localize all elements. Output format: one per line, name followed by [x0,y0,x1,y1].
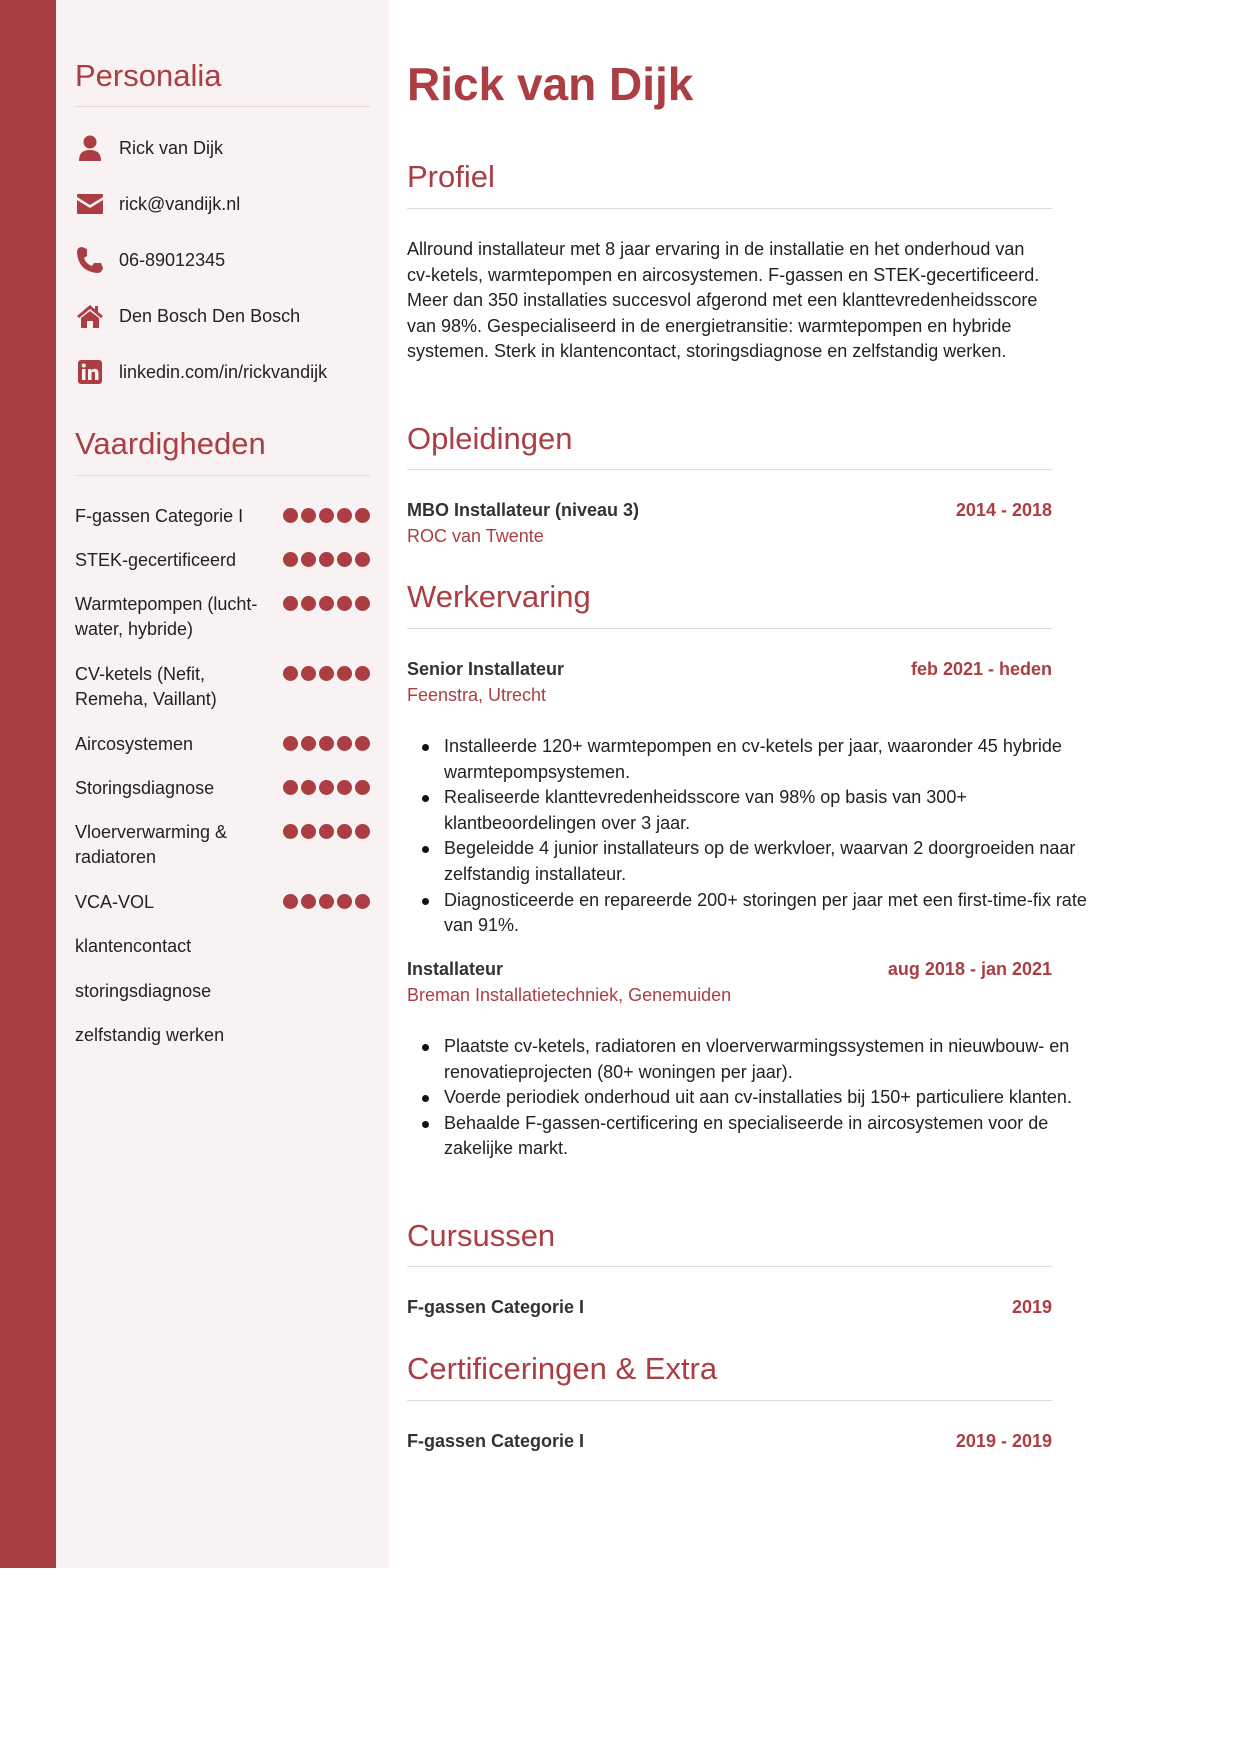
skill-rating [283,780,370,795]
course-date: 2019 [1011,1297,1052,1317]
skill-name: VCA-VOL [75,892,155,912]
skill-item [75,504,370,529]
skill-name: storingsdiagnose [75,981,212,1001]
contact-phone-text[interactable]: 06-89012345 [119,249,226,270]
skill-rating [283,552,370,567]
skill-name: F-gassen Categorie I [75,506,244,526]
experience-heading: Werkervaring [407,579,591,614]
contact-email-text[interactable]: rick@vandijk.nl [119,193,241,214]
skill-name: Vloerverwarming & radiatoren [75,822,228,867]
contact-name [75,133,223,163]
divider [407,208,1052,209]
job-title: Senior Installateur [407,659,565,679]
skill-rating [283,824,370,839]
candidate-name: Rick van Dijk [407,58,694,110]
home-icon [75,301,105,331]
job-bullets [407,1034,1089,1162]
job-date: feb 2021 - heden [910,659,1052,679]
skill-item [75,732,370,757]
job-title: Installateur [407,959,504,979]
personalia-heading: Personalia [75,58,222,93]
certifications-heading: Certificeringen & Extra [407,1351,718,1386]
list-item: Begeleidde 4 junior installateurs op de werkvloer, waarvan 2 doorgroeiden naar zelfstandig installateur. [444,836,1089,887]
contact-linkedin-text[interactable]: linkedin.com/in/rickvandijk [119,361,328,382]
skill-name: Storingsdiagnose [75,778,215,798]
divider [75,475,370,476]
list-item: Installeerde 120+ warmtepompen en cv-ketels per jaar, waaronder 45 hybride warmtepompsystemen. [444,734,1089,785]
skill-name: Aircosystemen [75,734,194,754]
list-item: Voerde periodiek onderhoud uit aan cv-installaties bij 150+ particuliere klanten. [444,1085,1089,1111]
profile-heading: Profiel [407,159,495,194]
job-bullets [407,734,1089,939]
list-item: Behaalde F-gassen-certificering en specialiseerde in aircosystemen voor de zakelijke markt. [444,1111,1089,1162]
contact-location [75,301,300,331]
skill-item [75,979,370,1004]
skill-name: STEK-gecertificeerd [75,550,237,570]
contact-linkedin[interactable] [75,357,327,387]
profile-text: Allround installateur met 8 jaar ervaring in de installatie en het onderhoud van cv-ketels, warmtepompen en aircosystemen. F-gassen en STEK-gecertificeerd. Meer dan 350 installaties succesvol afgerond met een klanttevredenheidsscore van 98%. Gespecialiseerd in de energietransitie: warmtepompen en hybride systemen. Sterk in klantencontact, storingsdiagnose en zelfstandig werken. [407,239,1040,362]
skill-rating [283,596,370,611]
skill-item [75,890,370,915]
divider [407,628,1052,629]
skill-rating [283,894,370,909]
skill-name: zelfstandig werken [75,1025,225,1045]
divider [407,469,1052,470]
skill-rating [283,508,370,523]
contact-email[interactable] [75,189,240,219]
job-company: Feenstra, Utrecht [407,685,547,705]
list-item: Realiseerde klanttevredenheidsscore van 98% op basis van 300+ klantbeoordelingen over 3 jaar. [444,785,1089,836]
job-company: Breman Installatietechniek, Genemuiden [407,985,732,1005]
divider [407,1266,1052,1267]
skill-name: CV-ketels (Nefit, Remeha, Vaillant) [75,664,217,709]
sidebar [56,0,389,1568]
skill-item [75,1023,370,1048]
skills-heading: Vaardigheden [75,426,266,461]
courses-heading: Cursussen [407,1218,556,1253]
envelope-icon [75,189,105,219]
education-title: MBO Installateur (niveau 3) [407,500,640,520]
certification-date: 2019 - 2019 [955,1431,1052,1451]
skill-item [75,592,370,642]
divider [407,1400,1052,1401]
accent-strip [0,0,56,1568]
contact-location-text: Den Bosch Den Bosch [119,305,301,326]
skill-item [75,820,370,870]
phone-icon [75,245,105,275]
education-date: 2014 - 2018 [955,500,1052,520]
skill-item [75,548,370,573]
skill-name: Warmtepompen (lucht-water, hybride) [75,594,258,639]
skill-item [75,776,370,801]
list-item: Plaatste cv-ketels, radiatoren en vloerverwarmingssystemen in nieuwbouw- en renovatieprojecten (80+ woningen per jaar). [444,1034,1089,1085]
skill-name: klantencontact [75,936,192,956]
divider [75,106,370,107]
user-icon [75,133,105,163]
skill-item [75,934,370,959]
skill-rating [283,736,370,751]
course-title: F-gassen Categorie I [407,1297,585,1317]
skill-item [75,662,370,712]
linkedin-icon [75,357,105,387]
contact-phone[interactable] [75,245,225,275]
list-item: Diagnosticeerde en repareerde 200+ storingen per jaar met een first-time-fix rate van 91%. [444,888,1089,939]
job-date: aug 2018 - jan 2021 [887,959,1052,979]
education-institution: ROC van Twente [407,526,544,546]
certification-title: F-gassen Categorie I [407,1431,585,1451]
education-heading: Opleidingen [407,421,573,456]
skill-rating [283,666,370,681]
contact-name-text: Rick van Dijk [119,137,224,158]
